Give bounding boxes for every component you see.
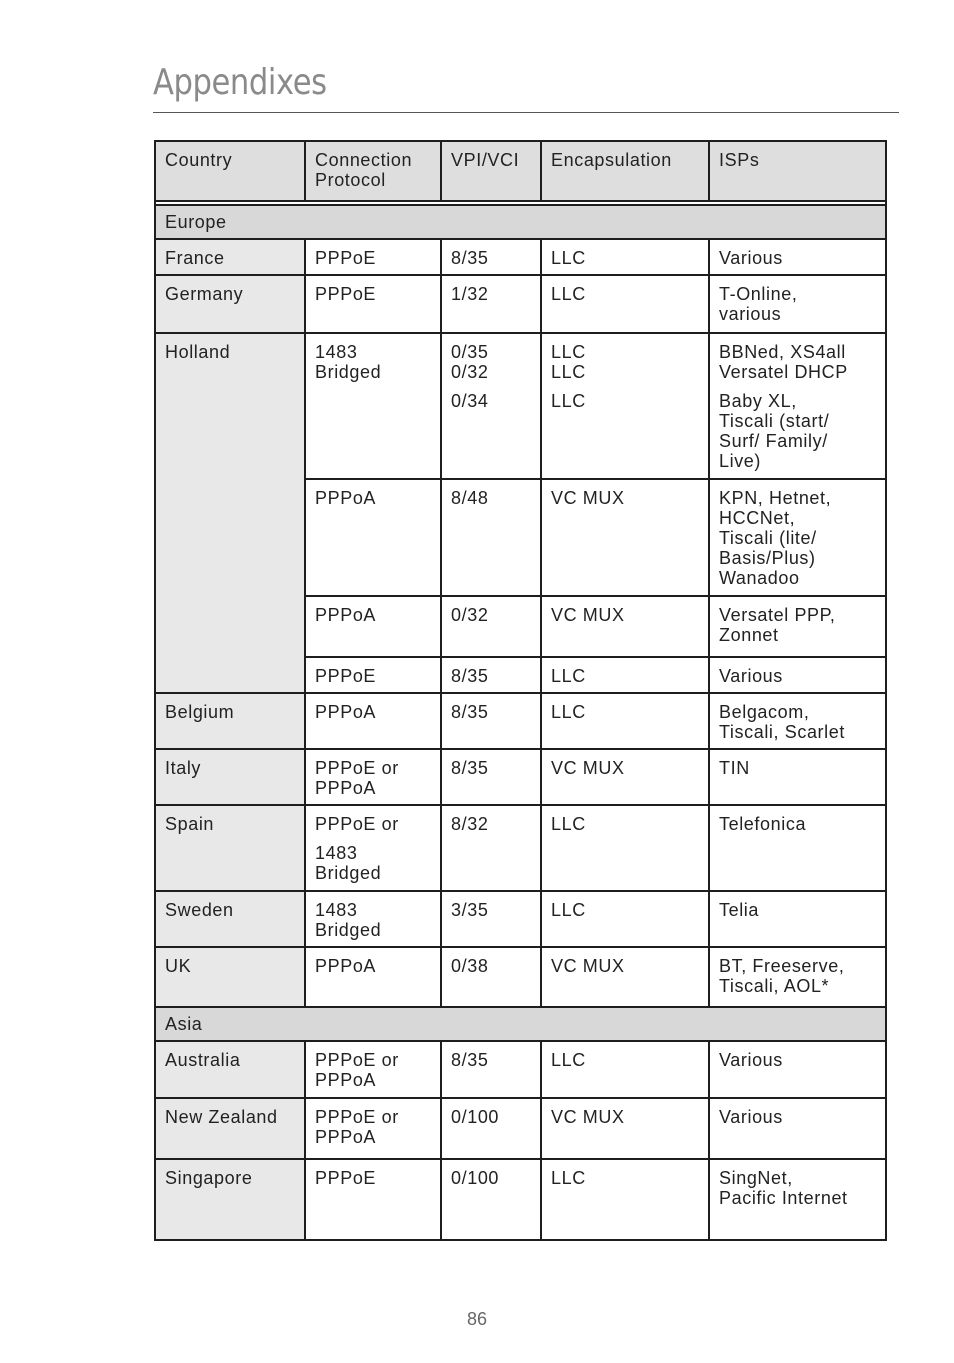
- table-row: [155, 693, 886, 749]
- cell-country: Australia: [155, 1041, 305, 1098]
- cell-protocol: PPPoE: [305, 657, 441, 693]
- table-row: [155, 333, 886, 479]
- cell-protocol: PPPoA: [305, 693, 441, 749]
- cell-protocol: PPPoE: [305, 275, 441, 333]
- header-vpivci: VPI/VCI: [441, 141, 541, 201]
- cell-protocol: PPPoA: [305, 947, 441, 1007]
- protocol-line: 1483: [315, 843, 358, 863]
- cell-vpivci: 0/32: [441, 596, 541, 657]
- cell-protocol: [305, 805, 441, 891]
- cell-vpivci: 0/38: [441, 947, 541, 1007]
- isp-line: Pacific Internet: [719, 1188, 848, 1208]
- protocol-line: PPPoE or: [315, 814, 399, 834]
- cell-isps: TIN: [709, 749, 886, 805]
- cell-vpivci: 8/48: [441, 479, 541, 596]
- cell-encapsulation: VC MUX: [541, 596, 709, 657]
- cell-isps: Various: [709, 1041, 886, 1098]
- page-number: 86: [466, 1309, 488, 1329]
- header-protocol: [305, 141, 441, 201]
- cell-vpivci: 8/35: [441, 693, 541, 749]
- encap-line: LLC: [551, 391, 586, 411]
- cell-encapsulation: LLC: [541, 657, 709, 693]
- header-encapsulation: Encapsulation: [541, 141, 709, 201]
- isp-line: various: [719, 304, 782, 324]
- isp-line: Basis/Plus): [719, 548, 816, 568]
- isp-line: Wanadoo: [719, 568, 800, 588]
- table-row: [155, 1098, 886, 1159]
- cell-isps: [709, 947, 886, 1007]
- header-protocol-line: Protocol: [315, 170, 386, 190]
- cell-vpivci: 8/35: [441, 749, 541, 805]
- isp-line: Tiscali, AOL*: [719, 976, 830, 996]
- cell-vpivci: 8/32: [441, 805, 541, 891]
- table-row: [155, 749, 886, 805]
- protocol-line: 1483: [315, 900, 358, 920]
- cell-vpivci: 3/35: [441, 891, 541, 947]
- isp-line: T-Online,: [719, 284, 798, 304]
- cell-isps: Telefonica: [709, 805, 886, 891]
- cell-encapsulation: [541, 333, 709, 479]
- cell-isps: [709, 1159, 886, 1240]
- cell-encapsulation: LLC: [541, 275, 709, 333]
- isp-line: KPN, Hetnet,: [719, 488, 832, 508]
- protocol-line: PPPoA: [315, 1127, 377, 1147]
- protocol-line: Bridged: [315, 863, 382, 883]
- title-divider: [153, 112, 899, 113]
- cell-encapsulation: VC MUX: [541, 479, 709, 596]
- cell-isps: [709, 479, 886, 596]
- isp-line: Zonnet: [719, 625, 779, 645]
- header-isps: ISPs: [709, 141, 886, 201]
- cell-country: Germany: [155, 275, 305, 333]
- protocol-line: PPPoE or: [315, 1107, 399, 1127]
- cell-isps: Various: [709, 1098, 886, 1159]
- cell-vpivci: 1/32: [441, 275, 541, 333]
- table-row: [155, 891, 886, 947]
- cell-isps: [709, 333, 886, 479]
- isp-line: HCCNet,: [719, 508, 796, 528]
- cell-country: Italy: [155, 749, 305, 805]
- cell-country: Singapore: [155, 1159, 305, 1240]
- cell-country: Belgium: [155, 693, 305, 749]
- isp-line: Tiscali, Scarlet: [719, 722, 845, 742]
- isp-line: Baby XL,: [719, 391, 797, 411]
- cell-isps: Various: [709, 239, 886, 275]
- region-label: Asia: [155, 1007, 886, 1041]
- cell-country: France: [155, 239, 305, 275]
- cell-country: Spain: [155, 805, 305, 891]
- cell-encapsulation: VC MUX: [541, 947, 709, 1007]
- cell-protocol: PPPoA: [305, 596, 441, 657]
- cell-protocol: [305, 891, 441, 947]
- cell-encapsulation: LLC: [541, 1041, 709, 1098]
- cell-isps: [709, 693, 886, 749]
- isp-line: BBNed, XS4all: [719, 342, 846, 362]
- region-row-asia: [155, 1007, 886, 1041]
- protocol-line: Bridged: [315, 920, 382, 940]
- cell-vpivci: 0/100: [441, 1098, 541, 1159]
- protocol-line: PPPoE or: [315, 758, 399, 778]
- cell-country: UK: [155, 947, 305, 1007]
- protocol-line: 1483: [315, 342, 358, 362]
- cell-country: Holland: [155, 333, 305, 693]
- table-row: [155, 805, 886, 891]
- isp-line: Live): [719, 451, 762, 471]
- cell-encapsulation: LLC: [541, 239, 709, 275]
- page-title: Appendixes: [153, 62, 327, 103]
- cell-protocol: [305, 1098, 441, 1159]
- header-country: Country: [155, 141, 305, 201]
- protocol-line: PPPoE or: [315, 1050, 399, 1070]
- protocol-line: Bridged: [315, 362, 382, 382]
- isp-line: Versatel PPP,: [719, 605, 836, 625]
- encap-line: LLC: [551, 342, 586, 362]
- table-row: [155, 1041, 886, 1098]
- cell-country: Sweden: [155, 891, 305, 947]
- cell-isps: [709, 275, 886, 333]
- encap-line: LLC: [551, 362, 586, 382]
- table-row: [155, 1159, 886, 1240]
- isp-line: Tiscali (start/: [719, 411, 830, 431]
- cell-encapsulation: LLC: [541, 805, 709, 891]
- vpivci-line: 0/32: [451, 362, 489, 382]
- region-label: Europe: [155, 205, 886, 239]
- cell-encapsulation: LLC: [541, 693, 709, 749]
- table-row: [155, 239, 886, 275]
- cell-isps: Various: [709, 657, 886, 693]
- table-row: [155, 275, 886, 333]
- table-row: [155, 947, 886, 1007]
- cell-protocol: PPPoE: [305, 239, 441, 275]
- isp-line: Tiscali (lite/: [719, 528, 817, 548]
- cell-protocol: [305, 333, 441, 479]
- cell-encapsulation: VC MUX: [541, 1098, 709, 1159]
- cell-isps: Telia: [709, 891, 886, 947]
- cell-protocol: PPPoA: [305, 479, 441, 596]
- isp-line: Belgacom,: [719, 702, 810, 722]
- cell-encapsulation: LLC: [541, 891, 709, 947]
- table-header-row: [155, 141, 886, 201]
- cell-vpivci: 8/35: [441, 1041, 541, 1098]
- region-row-europe: [155, 205, 886, 239]
- cell-encapsulation: LLC: [541, 1159, 709, 1240]
- protocol-line: PPPoA: [315, 1070, 377, 1090]
- isp-settings-table: [154, 140, 887, 1241]
- cell-vpivci: [441, 333, 541, 479]
- cell-vpivci: 8/35: [441, 657, 541, 693]
- cell-isps: [709, 596, 886, 657]
- isp-line: SingNet,: [719, 1168, 793, 1188]
- cell-vpivci: 8/35: [441, 239, 541, 275]
- vpivci-line: 0/35: [451, 342, 489, 362]
- vpivci-line: 0/34: [451, 391, 489, 411]
- header-protocol-line: Connection: [315, 150, 413, 170]
- isp-line: Versatel DHCP: [719, 362, 848, 382]
- cell-protocol: [305, 1041, 441, 1098]
- cell-vpivci: 0/100: [441, 1159, 541, 1240]
- isp-line: Surf/ Family/: [719, 431, 828, 451]
- protocol-line: PPPoA: [315, 778, 377, 798]
- isp-line: BT, Freeserve,: [719, 956, 845, 976]
- cell-protocol: PPPoE: [305, 1159, 441, 1240]
- cell-country: New Zealand: [155, 1098, 305, 1159]
- cell-protocol: [305, 749, 441, 805]
- cell-encapsulation: VC MUX: [541, 749, 709, 805]
